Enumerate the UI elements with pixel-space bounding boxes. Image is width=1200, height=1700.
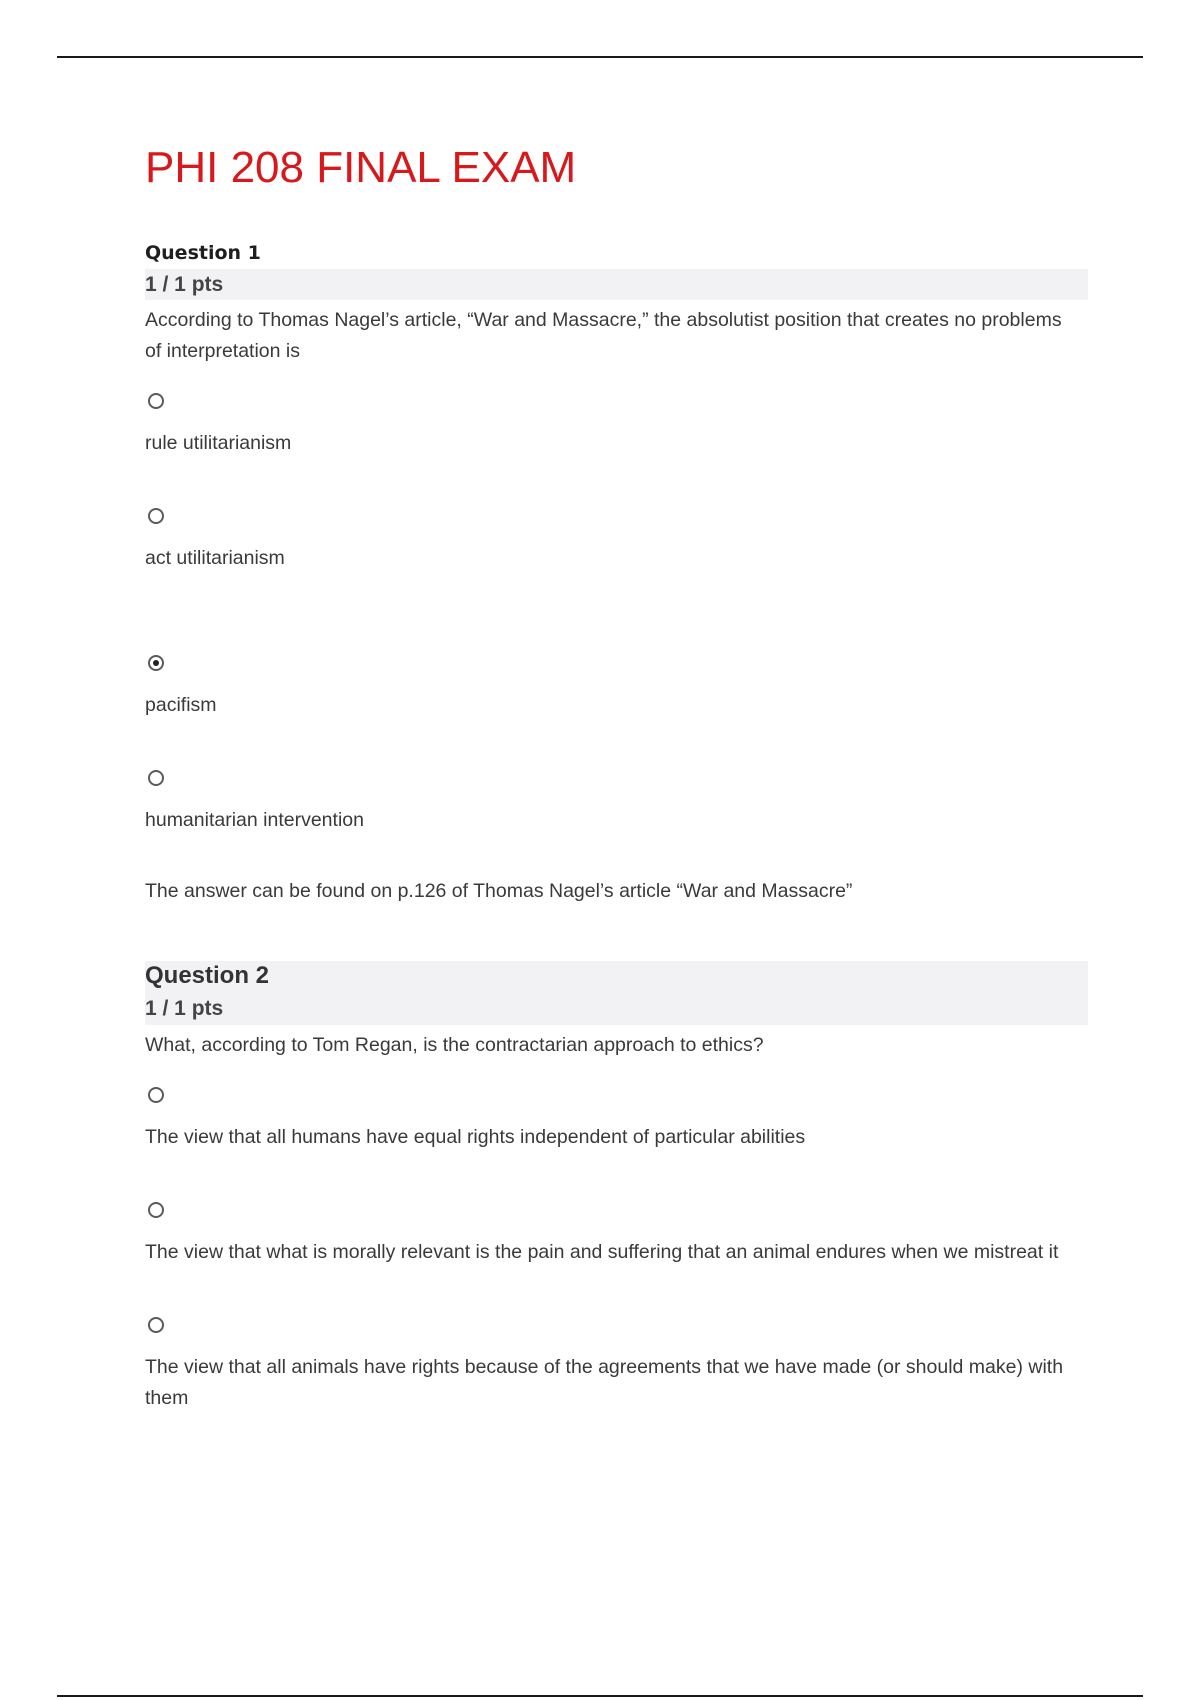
question-2-option-2-radio[interactable] bbox=[148, 1202, 164, 1218]
question-2-header-bar bbox=[145, 961, 1088, 1025]
footer-rule bbox=[57, 1695, 1143, 1697]
question-2-label: Question 2 bbox=[145, 962, 270, 989]
header-rule bbox=[57, 56, 1143, 58]
question-2-prompt: What, according to Tom Regan, is the contractarian approach to ethics? bbox=[145, 1034, 764, 1056]
question-1-option-1-label[interactable]: rule utilitarianism bbox=[145, 432, 292, 454]
question-1-option-1-radio[interactable] bbox=[148, 393, 164, 409]
question-1-answer-note: The answer can be found on p.126 of Thomas Nagel’s article “War and Massacre” bbox=[145, 880, 853, 902]
question-1-option-3-label[interactable]: pacifism bbox=[145, 694, 217, 716]
question-2-score: 1 / 1 pts bbox=[145, 997, 224, 1020]
question-2-option-1-label[interactable]: The view that all humans have equal rights independent of particular abilities bbox=[145, 1126, 806, 1148]
page-title: PHI 208 FINAL EXAM bbox=[145, 143, 577, 192]
question-1-option-3-radio[interactable] bbox=[148, 655, 164, 671]
question-1-score: 1 / 1 pts bbox=[145, 273, 224, 296]
question-1-option-4-radio[interactable] bbox=[148, 770, 164, 786]
question-1-label: Question 1 bbox=[145, 242, 261, 264]
question-1-prompt: According to Thomas Nagel’s article, “War and Massacre,” the absolutist position that creates no problems of interpretation is bbox=[145, 309, 1062, 362]
question-1-option-4-label[interactable]: humanitarian intervention bbox=[145, 809, 364, 831]
question-2-option-1-radio[interactable] bbox=[148, 1087, 164, 1103]
question-2-option-3-radio[interactable] bbox=[148, 1317, 164, 1333]
question-2-option-2-label[interactable]: The view that what is morally relevant is the pain and suffering that an animal endures when we mistreat it bbox=[145, 1241, 1059, 1263]
question-1-option-2-radio[interactable] bbox=[148, 508, 164, 524]
question-2-option-3-label[interactable]: The view that all animals have rights because of the agreements that we have made (or should make) with them bbox=[145, 1356, 1064, 1409]
question-1-score-bar bbox=[145, 269, 1088, 300]
question-1-option-2-label[interactable]: act utilitarianism bbox=[145, 547, 285, 569]
